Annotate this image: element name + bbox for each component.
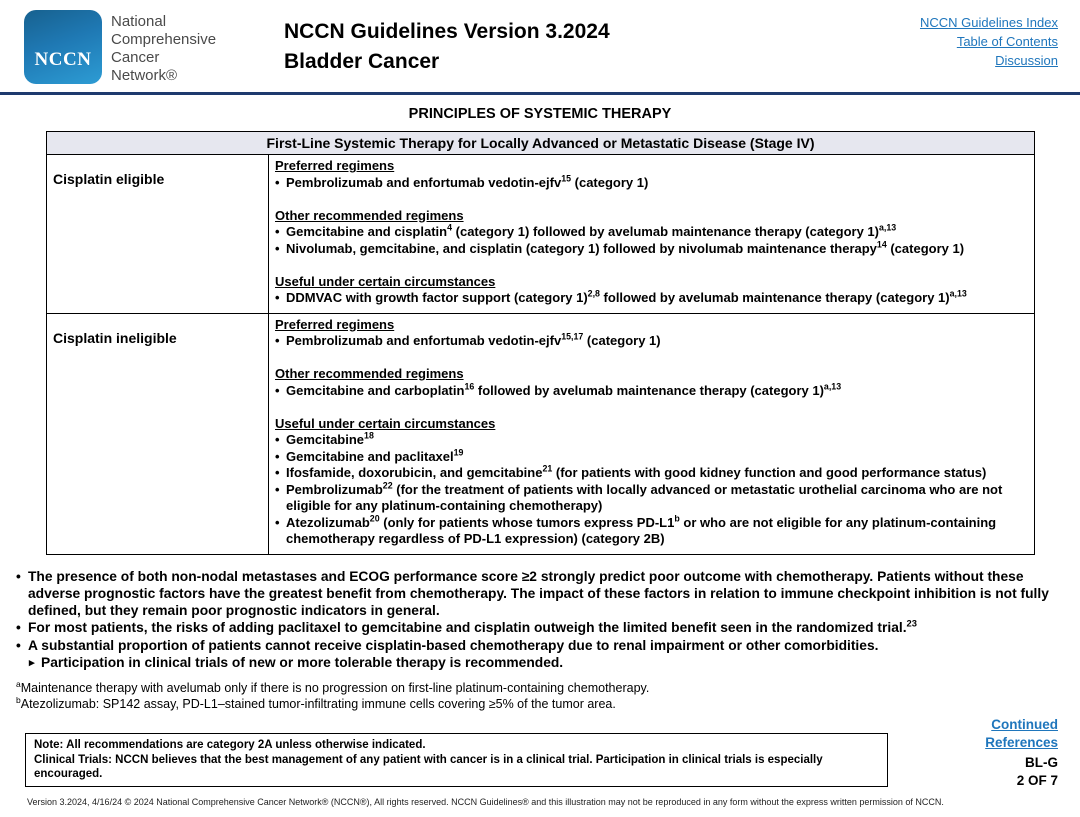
continued-link[interactable]: Continued bbox=[991, 717, 1058, 732]
bullet-glyph: • bbox=[275, 514, 280, 530]
regimen-item bbox=[275, 241, 1030, 258]
bullet-glyph: • bbox=[16, 620, 21, 636]
section-other-recommended bbox=[275, 366, 1030, 399]
references-link[interactable]: References bbox=[985, 735, 1058, 750]
bullet-glyph: • bbox=[275, 481, 280, 497]
section-heading: Useful under certain circumstances bbox=[275, 273, 496, 289]
section-preferred bbox=[275, 158, 1030, 191]
page-code: BL-G bbox=[1025, 755, 1058, 770]
regimen-item bbox=[275, 432, 1030, 449]
regimen-text: Gemcitabine and cisplatin$^4$ (category 1) followed by avelumab maintenance therapy (category 1)$^{a,13}$ bbox=[286, 222, 897, 239]
bullet-glyph: • bbox=[275, 333, 280, 348]
regimen-text: Ifosfamide, doxorubicin, and gemcitabine$^{21}$ (for patients with good kidney function and good performance status) bbox=[286, 463, 987, 480]
regimen-text: Gemcitabine$^{18}$ bbox=[286, 430, 374, 447]
row-label: Cisplatin eligible bbox=[47, 155, 269, 313]
section-other-recommended bbox=[275, 208, 1030, 258]
regimen-text: Nivolumab, gemcitabine, and cisplatin (category 1) followed by nivolumab maintenance therapy$^{14}$ (category 1) bbox=[286, 239, 965, 256]
org-name-line: Cancer bbox=[111, 49, 160, 66]
row-label: Cisplatin ineligible bbox=[47, 314, 269, 554]
nccn-logo bbox=[24, 10, 102, 84]
header-nav bbox=[920, 10, 1058, 70]
regimen-text: DDMVAC with growth factor support (category 1)$^{2,8}$ followed by avelumab maintenance therapy (category 1)$^{a,13}$ bbox=[286, 288, 967, 305]
discussion-sub-text: Participation in clinical trials of new or more tolerable therapy is recommended. bbox=[41, 654, 564, 670]
regimen-item bbox=[275, 465, 1030, 482]
section-useful bbox=[275, 274, 1030, 307]
org-name-line: Network® bbox=[111, 67, 178, 84]
discussion-link[interactable]: Discussion bbox=[995, 53, 1058, 68]
discussion-bullet bbox=[16, 619, 1064, 636]
guidelines-index-link[interactable]: NCCN Guidelines Index bbox=[919, 15, 1058, 30]
regimen-text: Gemcitabine and carboplatin$^{16}$ followed by avelumab maintenance therapy (category 1)$^{a,13}$ bbox=[286, 381, 842, 398]
guidelines-version-title: NCCN Guidelines Version 3.2024 bbox=[284, 20, 610, 43]
section-heading: Preferred regimens bbox=[275, 158, 395, 173]
therapy-table bbox=[46, 131, 1035, 555]
bullet-glyph: • bbox=[275, 290, 280, 305]
regimen-item bbox=[275, 515, 1030, 548]
discussion-text: A substantial proportion of patients cannot receive cisplatin-based chemotherapy due to renal impairment or other comorbidities. bbox=[28, 637, 879, 653]
bullet-glyph: • bbox=[275, 174, 280, 190]
discussion-text: For most patients, the risks of adding paclitaxel to gemcitabine and cisplatin outweigh the limited benefit seen in the randomized trial.$^{23}$ bbox=[28, 618, 917, 636]
cancer-type-title: Bladder Cancer bbox=[284, 50, 440, 73]
arrow-bullet-glyph: ▸ bbox=[29, 656, 35, 669]
regimen-text: Pembrolizumab and enfortumab vedotin-ejfv$^{15,17}$ (category 1) bbox=[286, 331, 661, 348]
row-content bbox=[269, 314, 1034, 554]
header-divider bbox=[0, 92, 1080, 95]
section-heading: Other recommended regimens bbox=[275, 207, 464, 223]
org-name-line: Comprehensive bbox=[111, 31, 217, 48]
note-line: Note: All recommendations are category 2A unless otherwise indicated. bbox=[34, 739, 426, 751]
footnote-b: $^b$Atezolizumab: SP142 assay, PD-L1–stained tumor-infiltrating immune cells covering ≥5% of the tumor area. bbox=[16, 694, 616, 712]
bullet-glyph: • bbox=[16, 637, 21, 653]
page-footer-links bbox=[985, 716, 1058, 788]
discussion-bullets bbox=[16, 568, 1064, 673]
bullet-glyph: • bbox=[275, 224, 280, 239]
page-number: 2 OF 7 bbox=[1016, 773, 1058, 788]
table-of-contents-link[interactable]: Table of Contents bbox=[956, 34, 1058, 49]
bullet-glyph: • bbox=[275, 382, 280, 398]
regimen-item bbox=[275, 175, 1030, 192]
regimen-item bbox=[275, 290, 1030, 307]
document-title bbox=[284, 10, 610, 77]
page-title: PRINCIPLES OF SYSTEMIC THERAPY bbox=[408, 106, 672, 122]
table-row-cisplatin-ineligible bbox=[47, 313, 1034, 554]
copyright-line: Version 3.2024, 4/16/24 © 2024 National Comprehensive Cancer Network® (NCCN®), All rights reserved. NCCN Guidelines® and this illustration may not be reproduced in any form without the express written permission of NCCN. bbox=[27, 797, 944, 807]
org-name-line: National bbox=[111, 13, 167, 30]
section-heading: Useful under certain circumstances bbox=[275, 415, 496, 431]
bullet-glyph: • bbox=[16, 568, 21, 584]
regimen-item bbox=[275, 224, 1030, 241]
footnote-a: $^a$Maintenance therapy with avelumab only if there is no progression on first-line platinum-containing chemotherapy. bbox=[16, 679, 650, 696]
discussion-text: The presence of both non-nodal metastases and ECOG performance score ≥2 strongly predict poor outcome with chemotherapy. Patients without these adverse prognostic factors have the greatest benefit from chemotherapy. The impact of these factors in relation to immune checkpoint inhibition is not fully defined, but they remain poor prognostic indicators in general. bbox=[28, 568, 1049, 619]
regimen-text: Atezolizumab$^{20}$ (only for patients whose tumors express PD-L1$^b$ or who are not eligible for any platinum-containing chemotherapy regardless of PD-L1 expression) (category 2B) bbox=[286, 513, 997, 546]
section-heading: Other recommended regimens bbox=[275, 366, 464, 381]
nccn-logo-text: NCCN bbox=[34, 49, 92, 70]
footnotes bbox=[16, 681, 1080, 713]
discussion-sub-bullet bbox=[16, 654, 1064, 672]
header bbox=[0, 0, 1080, 92]
note-box bbox=[25, 733, 888, 787]
section-useful bbox=[275, 416, 1030, 548]
org-name bbox=[111, 10, 257, 85]
bullet-glyph: • bbox=[275, 448, 280, 464]
bullet-glyph: • bbox=[275, 432, 280, 447]
row-content bbox=[269, 155, 1034, 313]
regimen-text: Pembrolizumab and enfortumab vedotin-ejfv$^{15}$ (category 1) bbox=[286, 173, 649, 190]
regimen-text: Gemcitabine and paclitaxel$^{19}$ bbox=[286, 447, 464, 464]
regimen-item bbox=[275, 449, 1030, 466]
discussion-bullet bbox=[16, 637, 1064, 654]
table-title: First-Line Systemic Therapy for Locally Advanced or Metastatic Disease (Stage IV) bbox=[47, 132, 1034, 155]
section-preferred bbox=[275, 317, 1030, 350]
regimen-item bbox=[275, 333, 1030, 350]
regimen-item bbox=[275, 383, 1030, 400]
bullet-glyph: • bbox=[275, 465, 280, 480]
clinical-trials-line: Clinical Trials: NCCN believes that the best management of any patient with cancer is in a clinical trial. Participation in clinical trials is especially encouraged. bbox=[34, 753, 823, 780]
table-row-cisplatin-eligible bbox=[47, 155, 1034, 313]
bullet-glyph: • bbox=[275, 240, 280, 256]
section-heading: Preferred regimens bbox=[275, 316, 395, 332]
regimen-item bbox=[275, 482, 1030, 515]
regimen-text: Pembrolizumab$^{22}$ (for the treatment of patients with locally advanced or metastatic urothelial carcinoma who are not eligible for any platinum-containing chemotherapy) bbox=[286, 480, 1003, 513]
discussion-bullet bbox=[16, 568, 1064, 620]
